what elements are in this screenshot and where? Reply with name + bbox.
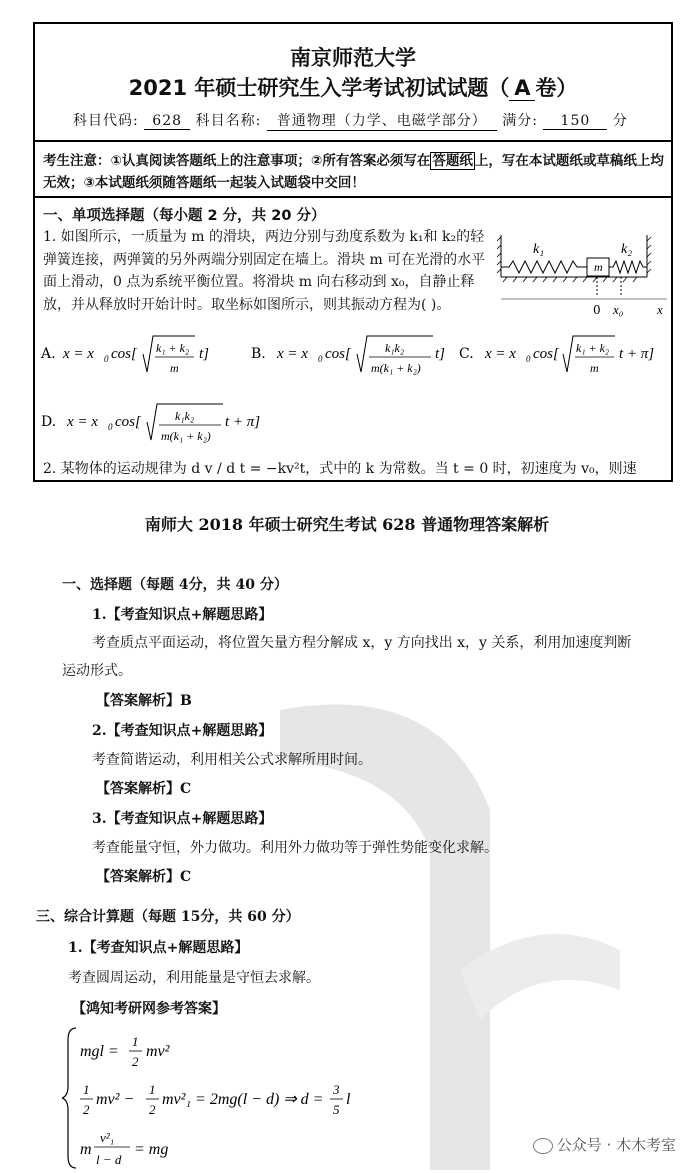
answer-1-body: 考查质点平面运动，将位置矢量方程分解成 x，y 方向找出 x，y 关系，利用加速度判断 (92, 635, 632, 651)
svg-text:0: 0 (108, 422, 113, 432)
equation-system (62, 1024, 392, 1172)
k1-label: k₁ (533, 242, 545, 257)
svg-text:l − d: l − d (96, 1152, 122, 1167)
exam-notice: 考生注意：①认真阅读答题纸上的注意事项；②所有答案必须写在 答题纸 上，写在本试题纸或草稿纸上均无效；③本试题纸须随答题纸一起装入试题袋中交回！ (43, 153, 664, 191)
exam-title: 2021 年硕士研究生入学考试初试试题（ A 卷） (128, 76, 578, 100)
option-a-label: A. (41, 346, 56, 362)
subject-line: 科目代码: 628 科目名称: 普通物理（力学、电磁学部分） 满分: 150 分 (73, 110, 628, 131)
mass-label: m (594, 260, 603, 274)
svg-text:3: 3 (333, 1082, 340, 1097)
svg-text:m(k₁ + k₂): m(k₁ + k₂) (371, 361, 421, 375)
subject-name: 普通物理（力学、电磁学部分） (267, 110, 497, 131)
option-d (39, 392, 299, 452)
svg-text:t + π]: t + π] (225, 414, 261, 430)
svg-text:2: 2 (149, 1102, 156, 1117)
svg-text:mv² −: mv² − (96, 1091, 135, 1108)
svg-text:k₁ + k₂: k₁ + k₂ (156, 341, 190, 355)
svg-text:1: 1 (149, 1082, 156, 1097)
divider (35, 140, 671, 142)
wechat-watermark: 公众号 · 木木考室 (533, 1134, 676, 1155)
answer-3-head: 3.【考查知识点+解题思路】 (92, 811, 273, 827)
svg-text:cos[: cos[ (325, 346, 351, 362)
options-abc (39, 324, 669, 384)
university-name: 南京师范大学 (290, 46, 416, 70)
svg-text:0: 0 (104, 354, 109, 364)
svg-text:k₁k₂: k₁k₂ (175, 409, 194, 423)
option-d-label: D. (41, 414, 57, 430)
paper-letter: A (509, 76, 535, 101)
eq1-lhs: mgl = (80, 1043, 119, 1060)
k2-label: k₂ (621, 242, 633, 257)
answer-section-3-title: 三、综合计算题（每题 15分，共 60 分） (36, 909, 300, 925)
svg-text:2: 2 (132, 1054, 139, 1069)
answer-1-head: 1.【考查知识点+解题思路】 (92, 607, 273, 623)
answer-section-1-title: 一、选择题（每题 4分，共 40 分） (62, 577, 288, 593)
svg-text:0: 0 (526, 354, 531, 364)
svg-text:cos[: cos[ (533, 346, 559, 362)
answer-3-body: 考查能量守恒，外力做功。利用外力做功等于弹性势能变化求解。 (92, 840, 498, 856)
answer-3-result: 【答案解析】C (96, 869, 192, 885)
svg-text:m: m (170, 361, 179, 375)
svg-text:k₁ + k₂: k₁ + k₂ (576, 341, 610, 355)
answer-2-body: 考查简谐运动，利用相关公式求解所用时间。 (92, 752, 372, 768)
x-axis-label: x (657, 302, 663, 317)
svg-text:2: 2 (83, 1102, 90, 1117)
full-score: 150 (543, 113, 607, 130)
svg-text:mv²: mv² (146, 1043, 170, 1060)
svg-text:mv²₁ = 2mg(l − d) ⇒ d =: mv²₁ = 2mg(l − d) ⇒ d = (162, 1091, 324, 1108)
origin-label: 0 (593, 303, 601, 317)
svg-text:k₁k₂: k₁k₂ (385, 341, 404, 355)
x0-label: x₀ (613, 302, 624, 317)
svg-text:x = x: x = x (277, 346, 308, 362)
answer-2-head: 2.【考查知识点+解题思路】 (92, 723, 273, 739)
option-c-label: C. (459, 346, 474, 362)
svg-text:m: m (80, 1141, 92, 1158)
answer-doc-title: 南师大 2018 年硕士研究生考试 628 普通物理答案解析 (144, 515, 550, 534)
answer-1-result: 【答案解析】B (96, 693, 192, 709)
svg-text:1: 1 (132, 1034, 139, 1049)
svg-text:= mg: = mg (134, 1141, 169, 1158)
svg-text:0: 0 (318, 354, 323, 364)
answer-2-result: 【答案解析】C (96, 781, 192, 797)
svg-text:m(k₁ + k₂): m(k₁ + k₂) (161, 429, 211, 443)
question-2-text: 2. 某物体的运动规律为 d v / d t = −kv²t，式中的 k 为常数。当 t = 0 时，初速度为 v₀，则速 (43, 461, 637, 477)
calc-1-head: 1.【考查知识点+解题思路】 (68, 940, 249, 956)
svg-text:5: 5 (333, 1102, 340, 1117)
svg-text:x = x: x = x (485, 346, 516, 362)
divider (35, 196, 671, 198)
question-1-text: 1. 如图所示，一质量为 m 的滑块，两边分别与劲度系数为 k₁和 k₂的轻弹簧连接，两弹簧的另外两端分别固定在墙上。滑块 m 可在光滑的水平面上滑动，0 点为系统平衡位置。将滑块 m 向右移动到 x₀，自静止释放，并从释放时开始计时。取坐标如图所示，则其振动方程为( )。 (43, 229, 486, 313)
svg-text:m: m (590, 361, 599, 375)
exam-paper (33, 22, 673, 482)
calc-1-body: 考查圆周运动，利用能量是守恒去求解。 (68, 970, 320, 986)
svg-text:t]: t] (435, 346, 446, 362)
section-title: 一、单项选择题（每小题 2 分，共 20 分） (43, 208, 326, 224)
svg-text:t]: t] (199, 346, 210, 362)
svg-text:l: l (346, 1091, 351, 1108)
svg-text:x = x: x = x (63, 346, 94, 362)
svg-text:1: 1 (83, 1082, 90, 1097)
spring-mass-figure (497, 227, 673, 317)
wechat-icon (533, 1138, 553, 1154)
svg-text:cos[: cos[ (111, 346, 137, 362)
svg-text:t + π]: t + π] (619, 346, 655, 362)
answer-1-body-cont: 运动形式。 (62, 663, 132, 679)
svg-text:cos[: cos[ (115, 414, 141, 430)
svg-text:x = x: x = x (67, 414, 98, 430)
option-b-label: B. (251, 346, 266, 362)
svg-text:v²₁: v²₁ (100, 1130, 115, 1145)
subject-code: 628 (144, 113, 190, 130)
calc-1-reference: 【鸿知考研网参考答案】 (72, 1001, 226, 1017)
